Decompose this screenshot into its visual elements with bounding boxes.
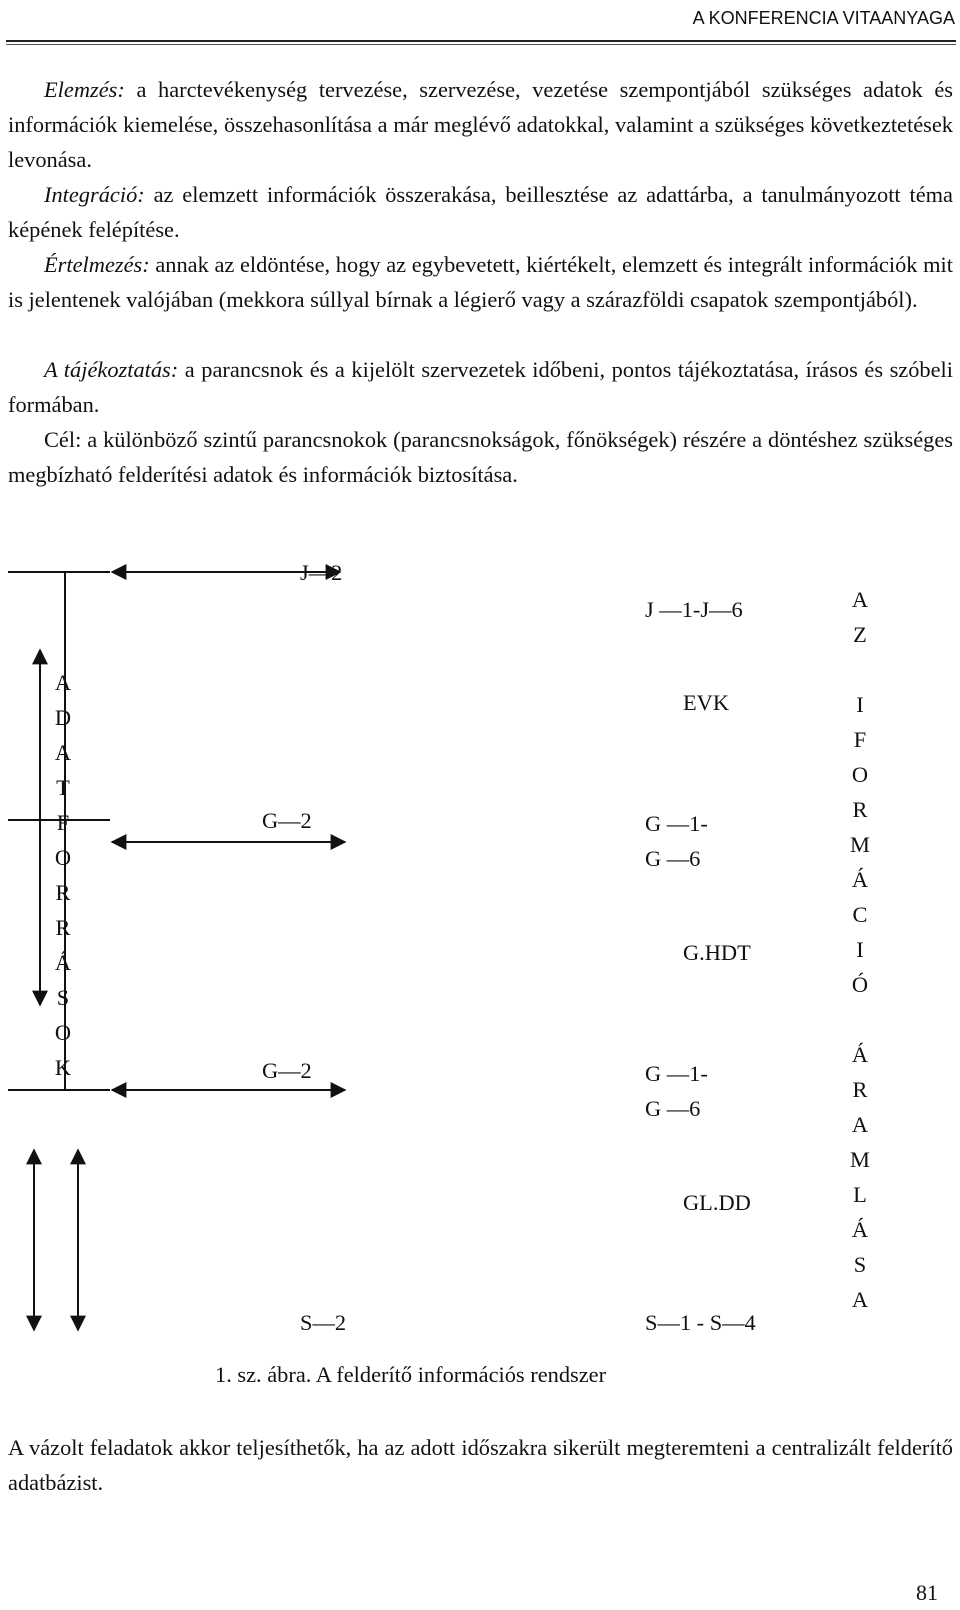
page-number: 81 <box>916 1580 938 1605</box>
label-s1-s4: S—1 - S—4 <box>645 1310 756 1335</box>
label-g1-b1: G —1- <box>645 1061 708 1086</box>
left-letter: A <box>54 740 72 765</box>
term-ertelmezes: Értelmezés: <box>44 252 150 277</box>
term-tajekoztatas: A tájékoztatás: <box>44 357 179 382</box>
right-letter: Á <box>851 1042 869 1067</box>
header-rule-thin <box>6 44 956 45</box>
label-s2: S—2 <box>300 1310 347 1335</box>
paragraph-tajekoztatas <box>8 352 953 422</box>
right-letter: Ó <box>851 972 869 997</box>
text-ertelmezes: annak az eldöntése, hogy az egybevetett, kiértékelt, elemzett és integrált információk mit is jelentenek valójában (mekkora súllyal bírnak a légierő vagy a szárazföldi csapatok szempontjából). <box>8 252 953 312</box>
left-letter: D <box>54 705 72 730</box>
right-letter: M <box>850 1147 870 1172</box>
left-letter: R <box>55 915 71 940</box>
right-vertical-text <box>845 582 875 1317</box>
right-letter: M <box>850 832 870 857</box>
text-elemzes: a harctevékenység tervezése, szervezése, vezetése szempontjából szükséges adatok és információk kiemelése, összehasonlítása a már meglévő adatokkal, valamint a szükséges következtetések levonása. <box>8 77 953 172</box>
text-tajekoztatas: a parancsnok és a kijelölt szervezetek időbeni, pontos tájékoztatása, írásos és szóbeli formában. <box>8 357 953 417</box>
left-letter: Á <box>54 950 72 975</box>
right-letter: F <box>853 727 867 752</box>
right-letter: Á <box>851 1217 869 1242</box>
label-g1-a2: G —6 <box>645 846 701 871</box>
left-letter: O <box>54 845 72 870</box>
label-g1-b2: G —6 <box>645 1096 701 1121</box>
paragraph-elemzes <box>8 72 953 177</box>
closing-paragraph: A vázolt feladatok akkor teljesíthetők, ha az adott időszakra sikerült megteremteni a centralizált felderítő adatbázist. <box>8 1435 953 1495</box>
label-ghdt: G.HDT <box>683 940 751 965</box>
right-letter: Á <box>851 867 869 892</box>
left-letter: T <box>56 775 70 800</box>
right-letter: C <box>852 902 868 927</box>
diagram-lines <box>0 560 960 1350</box>
text-integracio: az elemzett információk összerakása, beillesztése az adattárba, a tanulmányozott téma képének felépítése. <box>8 182 953 242</box>
right-letter: R <box>852 1077 868 1102</box>
label-g2-a: G—2 <box>262 808 312 833</box>
label-evk: EVK <box>683 690 730 715</box>
term-elemzes: Elemzés: <box>44 77 125 102</box>
right-letter: A <box>851 587 869 612</box>
right-letter: R <box>852 797 868 822</box>
left-letter: O <box>54 1020 72 1045</box>
right-letter-gap <box>845 1002 875 1037</box>
left-letter: R <box>55 880 71 905</box>
left-letter: A <box>54 670 72 695</box>
left-letter: F <box>56 810 70 835</box>
right-letter: I <box>856 937 864 962</box>
left-vertical-text <box>48 665 78 1085</box>
term-integracio: Integráció: <box>44 182 145 207</box>
label-g2-b: G—2 <box>262 1058 312 1083</box>
right-letter: A <box>851 1287 869 1312</box>
paragraph-integracio <box>8 177 953 247</box>
left-letter: S <box>56 985 70 1010</box>
paragraph-ertelmezes <box>8 247 953 317</box>
right-letter: L <box>853 1182 867 1207</box>
left-letter: K <box>54 1055 72 1080</box>
right-letter: O <box>851 762 869 787</box>
header-rule <box>6 40 956 42</box>
right-letter: S <box>853 1252 867 1277</box>
label-j1-j6: J —1-J—6 <box>645 597 743 622</box>
running-header: A KONFERENCIA VITAANYAGA <box>692 8 955 28</box>
text-cel: Cél: a különböző szintű parancsnokok (parancsnokságok, főnökségek) részére a döntéshez szükséges megbízható felderítési adatok és információk biztosítása. <box>8 427 953 487</box>
right-letter: Z <box>853 622 867 647</box>
paragraph-cel <box>8 422 953 492</box>
label-g1-a1: G —1- <box>645 811 708 836</box>
label-j2: J—2 <box>300 560 343 585</box>
label-gldd: GL.DD <box>683 1190 751 1215</box>
right-letter: A <box>851 1112 869 1137</box>
figure-caption: 1. sz. ábra. A felderítő információs rendszer <box>215 1362 607 1387</box>
right-letter-gap <box>845 652 875 687</box>
right-letter: I <box>856 692 864 717</box>
